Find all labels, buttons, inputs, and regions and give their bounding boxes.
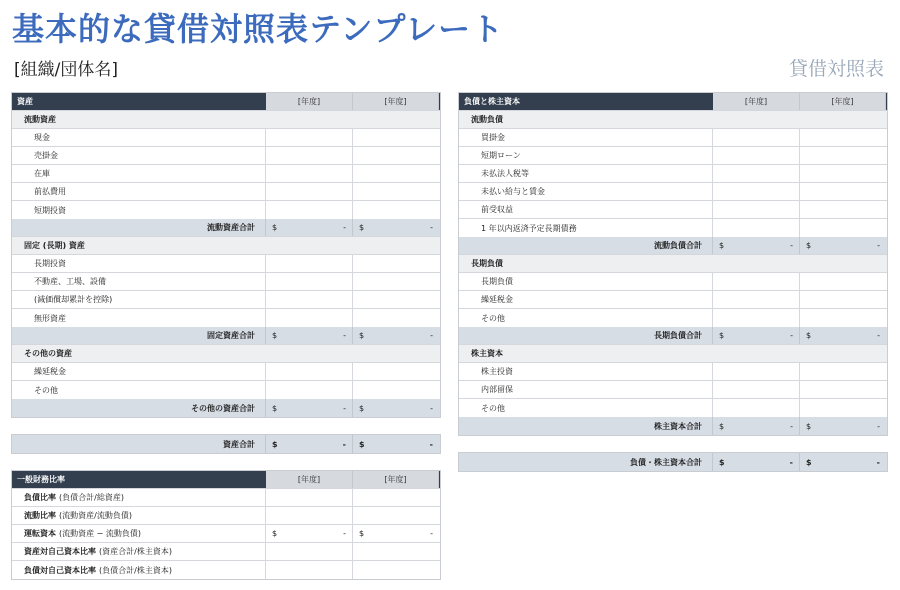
value-cell[interactable] [353, 147, 439, 164]
section-label: 流動負債 [471, 115, 503, 124]
line-item-row [12, 291, 440, 309]
section-row [459, 111, 887, 129]
total-label: 株主資本合計 [459, 417, 713, 435]
section-label: 固定 (長期) 資産 [24, 241, 85, 250]
value-cell[interactable] [713, 147, 800, 164]
line-item-label: 1 年以内返済予定長期債務 [459, 219, 713, 237]
ratio-row [12, 561, 440, 579]
ratio-value-cell[interactable] [266, 507, 353, 524]
value-cell[interactable] [353, 309, 439, 327]
line-item-label: 長期負債 [459, 273, 713, 290]
total-value[interactable] [800, 417, 886, 435]
section-label: 長期負債 [471, 259, 503, 268]
dash-value: - [790, 241, 793, 250]
line-item-row [459, 363, 887, 381]
total-value[interactable] [713, 327, 800, 344]
section-row [12, 237, 440, 255]
ratios-header-label: 一般財務比率 [12, 471, 266, 488]
total-row [12, 327, 440, 345]
ratio-value-cell[interactable] [266, 561, 353, 579]
value-cell[interactable] [713, 309, 800, 327]
value-cell[interactable] [713, 363, 800, 380]
value-cell[interactable] [713, 219, 800, 237]
value-cell[interactable] [266, 381, 353, 399]
currency-symbol: $ [272, 403, 278, 413]
value-cell[interactable] [713, 399, 800, 417]
liabilities-header-label: 負債と株主資本 [459, 93, 713, 110]
line-item-label: その他 [12, 381, 266, 399]
total-value[interactable] [266, 327, 353, 344]
year-header[interactable]: [年度] [800, 93, 886, 110]
line-item-label: 在庫 [12, 165, 266, 182]
total-label: その他の資産合計 [12, 399, 266, 417]
line-item-label: 売掛金 [12, 147, 266, 164]
ratio-label [12, 489, 266, 506]
assets-table [11, 92, 441, 418]
ratio-name: 資産対自己資本比率 [24, 547, 96, 556]
grand-total-row [12, 435, 440, 453]
ratio-formula: (負債合計/総資産) [59, 493, 124, 502]
value-cell[interactable] [266, 183, 353, 200]
total-value[interactable] [266, 219, 353, 236]
currency-symbol: $ [806, 421, 812, 431]
line-item-row [459, 309, 887, 327]
value-cell[interactable] [353, 273, 439, 290]
assets-grand-total [11, 434, 441, 454]
currency-symbol: $ [272, 529, 278, 538]
dash-value: - [789, 457, 793, 467]
ratio-label [12, 507, 266, 524]
liabilities-header-row [459, 93, 887, 111]
line-item-row [459, 147, 887, 165]
dash-value: - [430, 529, 433, 538]
dash-value: - [877, 331, 880, 340]
total-row [459, 237, 887, 255]
line-item-label: その他 [459, 309, 713, 327]
dash-value: - [429, 439, 433, 449]
line-item-label: 未払法人税等 [459, 165, 713, 182]
ratio-label [12, 561, 266, 579]
value-cell[interactable] [266, 291, 353, 308]
ratio-value-cell[interactable] [266, 489, 353, 506]
value-cell[interactable] [266, 273, 353, 290]
value-cell[interactable] [713, 291, 800, 308]
total-value[interactable] [713, 417, 800, 435]
line-item-label: 無形資産 [12, 309, 266, 327]
dash-value: - [877, 421, 880, 431]
value-cell[interactable] [353, 291, 439, 308]
section-row [12, 345, 440, 363]
liabilities-table [458, 92, 888, 436]
currency-symbol: $ [272, 331, 278, 340]
dash-value: - [790, 331, 793, 340]
dash-value: - [790, 421, 793, 431]
ratio-name: 運転資本 [24, 529, 56, 538]
year-header[interactable]: [年度] [353, 471, 439, 488]
value-cell[interactable] [800, 291, 886, 308]
section-label: その他の資産 [24, 349, 72, 358]
ratio-value-cell[interactable] [353, 525, 439, 542]
current-liabilities-items [459, 129, 887, 237]
total-label: 流動負債合計 [459, 237, 713, 254]
line-item-row [12, 363, 440, 381]
liabilities-grand-total [458, 452, 888, 472]
ratio-value-cell[interactable] [353, 561, 439, 579]
grand-total-label: 資産合計 [12, 435, 266, 453]
line-item-row [12, 201, 440, 219]
total-label: 流動資産合計 [12, 219, 266, 236]
line-item-label: 短期投資 [12, 201, 266, 219]
dash-value: - [876, 457, 880, 467]
currency-symbol: $ [272, 223, 278, 232]
total-value[interactable] [266, 399, 353, 417]
total-label: 長期負債合計 [459, 327, 713, 344]
line-item-label: 株主投資 [459, 363, 713, 380]
ratio-formula: (負債合計/株主資本) [99, 565, 172, 575]
ratio-label [12, 525, 266, 542]
value-cell[interactable] [266, 147, 353, 164]
ratio-formula: (流動資産/流動負債) [59, 511, 132, 520]
currency-symbol: $ [359, 403, 365, 413]
value-cell[interactable] [266, 363, 353, 380]
equity-items [459, 363, 887, 417]
total-value[interactable] [713, 237, 800, 254]
year-header[interactable]: [年度] [266, 471, 353, 488]
ratio-row [12, 525, 440, 543]
currency-symbol: $ [719, 241, 725, 250]
ratios-table [11, 470, 441, 580]
line-item-row [459, 273, 887, 291]
year-header[interactable]: [年度] [266, 93, 353, 110]
value-cell[interactable] [800, 129, 886, 146]
line-item-label: 前払費用 [12, 183, 266, 200]
grand-total-value[interactable] [800, 453, 886, 471]
currency-symbol: $ [719, 457, 725, 467]
value-cell[interactable] [800, 219, 886, 237]
dash-value: - [430, 331, 433, 340]
line-item-label: 繰延税金 [459, 291, 713, 308]
ratio-row [12, 507, 440, 525]
other-assets-items [12, 363, 440, 399]
value-cell[interactable] [353, 201, 439, 219]
ratio-row [12, 543, 440, 561]
dash-value: - [877, 241, 880, 250]
line-item-row [12, 273, 440, 291]
line-item-label: 不動産、工場、設備 [12, 273, 266, 290]
grand-total-value[interactable] [353, 435, 439, 453]
line-item-row [459, 201, 887, 219]
value-cell[interactable] [800, 381, 886, 398]
value-cell[interactable] [713, 183, 800, 200]
ratios-header-row [12, 471, 440, 489]
year-header[interactable]: [年度] [713, 93, 800, 110]
ratio-row [12, 489, 440, 507]
line-item-label: 前受収益 [459, 201, 713, 218]
value-cell[interactable] [800, 363, 886, 380]
page-title: 基本的な貸借対照表テンプレート [12, 10, 505, 48]
total-value[interactable] [353, 219, 439, 236]
value-cell[interactable] [353, 165, 439, 182]
line-item-label: 買掛金 [459, 129, 713, 146]
value-cell[interactable] [800, 147, 886, 164]
value-cell[interactable] [713, 129, 800, 146]
ratio-value-cell[interactable] [353, 543, 439, 560]
value-cell[interactable] [266, 255, 353, 272]
grand-total-value[interactable] [266, 435, 353, 453]
ratio-label [12, 543, 266, 560]
value-cell[interactable] [800, 399, 886, 417]
line-item-label: 内部留保 [459, 381, 713, 398]
line-item-row [12, 381, 440, 399]
value-cell[interactable] [353, 381, 439, 399]
total-row [459, 327, 887, 345]
dash-value: - [343, 331, 346, 340]
value-cell[interactable] [353, 183, 439, 200]
ratio-formula: (資産合計/株主資本) [99, 547, 172, 556]
currency-symbol: $ [359, 223, 365, 232]
dash-value: - [343, 403, 346, 413]
line-item-label: 繰延税金 [12, 363, 266, 380]
line-item-row [12, 129, 440, 147]
value-cell[interactable] [353, 129, 439, 146]
line-item-label: 短期ローン [459, 147, 713, 164]
value-cell[interactable] [266, 129, 353, 146]
currency-symbol: $ [719, 421, 725, 431]
line-item-label: 未払い給与と賃金 [459, 183, 713, 200]
line-item-row [459, 399, 887, 417]
total-value[interactable] [800, 237, 886, 254]
currency-symbol: $ [359, 439, 365, 449]
long-liabilities-items [459, 273, 887, 327]
line-item-label: 現金 [12, 129, 266, 146]
sheet-subtitle: 貸借対照表 [788, 58, 884, 80]
currency-symbol: $ [359, 529, 365, 538]
total-value[interactable] [353, 327, 439, 344]
line-item-label: (減価償却累計を控除) [12, 291, 266, 308]
value-cell[interactable] [266, 309, 353, 327]
section-row [12, 111, 440, 129]
section-label: 流動資産 [24, 115, 56, 124]
value-cell[interactable] [353, 255, 439, 272]
value-cell[interactable] [800, 183, 886, 200]
ratio-name: 流動比率 [24, 511, 56, 520]
line-item-row [12, 165, 440, 183]
currency-symbol: $ [272, 439, 278, 449]
line-item-row [459, 219, 887, 237]
line-item-row [12, 147, 440, 165]
current-assets-items [12, 129, 440, 219]
line-item-row [459, 291, 887, 309]
grand-total-label: 負債・株主資本合計 [459, 453, 713, 471]
year-header[interactable]: [年度] [353, 93, 439, 110]
section-row [459, 345, 887, 363]
dash-value: - [342, 439, 346, 449]
currency-symbol: $ [806, 331, 812, 340]
grand-total-row [459, 453, 887, 471]
total-row [12, 399, 440, 417]
value-cell[interactable] [713, 273, 800, 290]
section-label: 株主資本 [471, 349, 503, 358]
dash-value: - [430, 223, 433, 232]
ratio-value-cell[interactable] [266, 525, 353, 542]
ratio-value-cell[interactable] [266, 543, 353, 560]
fixed-assets-items [12, 255, 440, 327]
ratio-name: 負債比率 [24, 493, 56, 502]
total-value[interactable] [353, 399, 439, 417]
assets-header-row [12, 93, 440, 111]
section-row [459, 255, 887, 273]
ratio-value-cell[interactable] [353, 507, 439, 524]
line-item-row [12, 309, 440, 327]
ratio-name: 負債対自己資本比率 [24, 565, 96, 575]
value-cell[interactable] [713, 381, 800, 398]
line-item-row [12, 255, 440, 273]
value-cell[interactable] [800, 201, 886, 218]
line-item-label: その他 [459, 399, 713, 417]
total-row [12, 219, 440, 237]
ratio-value-cell[interactable] [353, 489, 439, 506]
dash-value: - [343, 529, 346, 538]
total-row [459, 417, 887, 435]
grand-total-value[interactable] [713, 453, 800, 471]
assets-header-label: 資産 [12, 93, 266, 110]
ratio-formula: (流動資産 − 流動負債) [59, 529, 142, 538]
dash-value: - [343, 223, 346, 232]
dash-value: - [430, 403, 433, 413]
line-item-row [459, 381, 887, 399]
organization-name[interactable]: [組織/団体名] [14, 60, 118, 80]
currency-symbol: $ [359, 331, 365, 340]
value-cell[interactable] [800, 309, 886, 327]
line-item-label: 長期投資 [12, 255, 266, 272]
currency-symbol: $ [806, 241, 812, 250]
value-cell[interactable] [266, 165, 353, 182]
currency-symbol: $ [806, 457, 812, 467]
line-item-row [459, 183, 887, 201]
value-cell[interactable] [713, 201, 800, 218]
total-label: 固定資産合計 [12, 327, 266, 344]
value-cell[interactable] [266, 201, 353, 219]
value-cell[interactable] [713, 165, 800, 182]
value-cell[interactable] [353, 363, 439, 380]
line-item-row [12, 183, 440, 201]
line-item-row [459, 165, 887, 183]
value-cell[interactable] [800, 273, 886, 290]
currency-symbol: $ [719, 331, 725, 340]
line-item-row [459, 129, 887, 147]
value-cell[interactable] [800, 165, 886, 182]
total-value[interactable] [800, 327, 886, 344]
ratio-rows [12, 489, 440, 579]
